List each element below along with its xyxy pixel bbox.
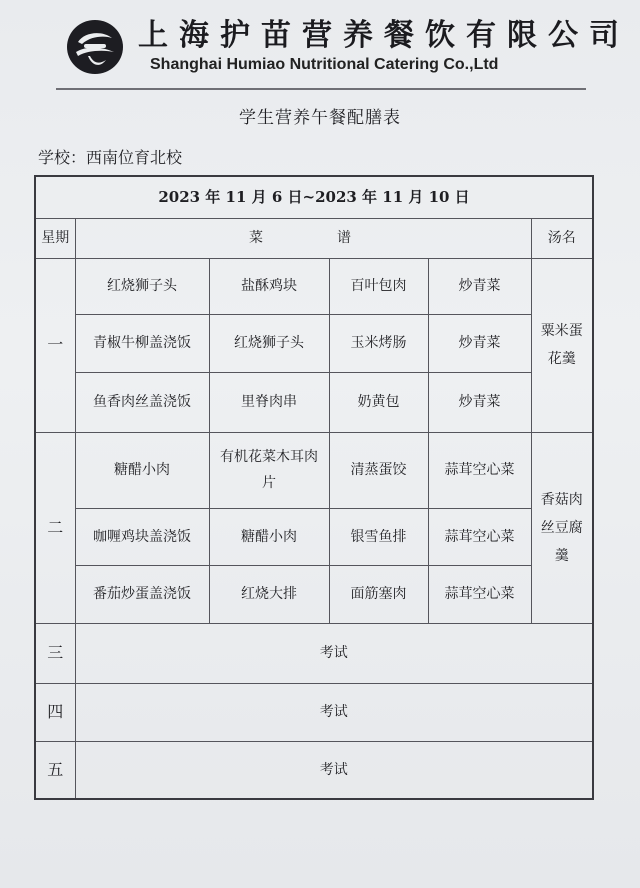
table-row [35, 741, 593, 799]
dish-text: 有机花菜木耳肉片 [220, 449, 318, 491]
dish-cell: 炒青菜 [428, 314, 531, 372]
letterhead [0, 0, 640, 95]
dish-cell: 红烧狮子头 [209, 314, 329, 372]
dish-cell: 里脊肉串 [209, 372, 329, 432]
school-line [38, 145, 182, 168]
menu-table [34, 175, 594, 800]
table-row [35, 258, 593, 314]
soup-line: 香菇肉 [540, 491, 583, 508]
dish-cell: 蒜茸空心菜 [428, 432, 531, 508]
soup-line: 丝豆腐 [540, 519, 583, 536]
date-range: 2023 年 11 月 6 日~2023 年 11 月 10 日 [35, 176, 593, 218]
school-label: 学校： [38, 148, 87, 167]
dish-cell: 百叶包肉 [329, 258, 428, 314]
dish-cell: 红烧狮子头 [75, 258, 209, 314]
dish-cell: 鱼香肉丝盖浇饭 [75, 372, 209, 432]
company-name-en: Shanghai Humiao Nutritional Catering Co.,Ltd [150, 56, 499, 73]
table-row [35, 314, 593, 372]
soup-cell [531, 258, 593, 432]
header-soup: 汤名 [531, 218, 593, 258]
dish-cell: 银雪鱼排 [329, 508, 428, 565]
dish-cell: 蒜茸空心菜 [428, 565, 531, 623]
dish-cell: 咖喱鸡块盖浇饭 [75, 508, 209, 565]
dish-cell: 玉米烤肠 [329, 314, 428, 372]
table-row [35, 565, 593, 623]
day-cell: 二 [35, 432, 75, 623]
header-menu: 菜谱 [75, 218, 531, 258]
dish-cell [209, 432, 329, 508]
soup-line: 花羹 [547, 351, 576, 367]
dish-cell: 青椒牛柳盖浇饭 [75, 314, 209, 372]
header-rule [56, 88, 586, 90]
day-cell: 四 [35, 683, 75, 741]
document-title: 学生营养午餐配膳表 [239, 108, 401, 128]
soup-line: 粟米蛋 [540, 323, 583, 339]
company-logo-icon [66, 18, 124, 76]
table-row [35, 683, 593, 741]
company-name-cn: 上海护苗营养餐饮有限公司 [138, 18, 630, 53]
day-cell: 五 [35, 741, 75, 799]
table-row [35, 432, 593, 508]
dish-cell: 糖醋小肉 [75, 432, 209, 508]
school-name: 西南位育北校 [86, 148, 183, 167]
table-row [35, 372, 593, 432]
dish-cell: 清蒸蛋饺 [329, 432, 428, 508]
soup-cell [531, 432, 593, 623]
table-row [35, 623, 593, 683]
dish-cell: 奶黄包 [329, 372, 428, 432]
dish-cell: 炒青菜 [428, 372, 531, 432]
dish-cell: 面筋塞肉 [329, 565, 428, 623]
exam-cell: 考试 [75, 623, 593, 683]
header-day: 星期 [35, 218, 75, 258]
dish-cell: 炒青菜 [428, 258, 531, 314]
day-cell: 三 [35, 623, 75, 683]
dish-cell: 盐酥鸡块 [209, 258, 329, 314]
dish-cell: 蒜茸空心菜 [428, 508, 531, 565]
dish-cell: 红烧大排 [209, 565, 329, 623]
dish-cell: 番茄炒蛋盖浇饭 [75, 565, 209, 623]
soup-line: 羹 [554, 547, 569, 564]
exam-cell: 考试 [75, 683, 593, 741]
exam-cell: 考试 [75, 741, 593, 799]
table-row [35, 508, 593, 565]
day-cell: 一 [35, 258, 75, 432]
dish-cell: 糖醋小肉 [209, 508, 329, 565]
